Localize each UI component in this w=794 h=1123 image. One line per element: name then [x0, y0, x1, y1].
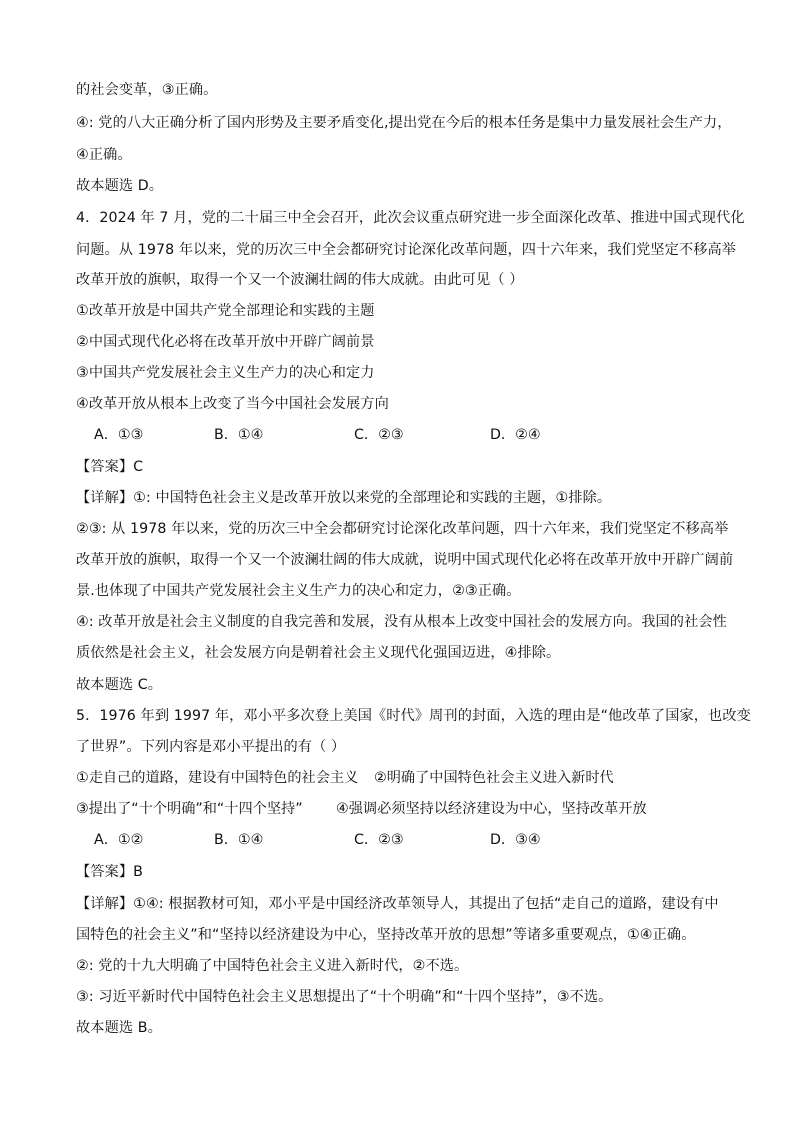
- text-line: ④正确。: [76, 147, 132, 163]
- question-4-stem: 4．2024 年 7 月，党的二十届三中全会召开，此次会议重点研究进一步全面深化改革、推进中国式现代化: [76, 210, 745, 226]
- q5-detail: ②: 党的十九大明确了中国特色社会主义进入新时代，②不选。: [76, 958, 469, 974]
- q4-conclusion: 故本题选 C。: [76, 677, 163, 693]
- q4-item: ④改革开放从根本上改变了当今中国社会发展方向: [76, 396, 389, 412]
- q4-item: ①改革开放是中国共产党全部理论和实践的主题: [76, 303, 375, 319]
- q5-option-a: A．①②: [94, 832, 144, 848]
- text-line: 的社会变革，③正确。: [76, 82, 218, 98]
- q4-detail: 【详解】①: 中国特色社会主义是改革开放以来党的全部理论和实践的主题，①排除。: [76, 490, 612, 506]
- q4-detail: ②③: 从 1978 年以来，党的历次三中全会都研究讨论深化改革问题，四十六年来，我们党坚定不移高举: [76, 521, 729, 537]
- q4-detail: 景.也体现了中国共产党发展社会主义生产力的决心和定力，②③正确。: [76, 583, 521, 599]
- q5-detail: 国特色的社会主义”和“坚持以经济建设为中心，坚持改革开放的思想”等诸多重要观点，①④正确。: [76, 927, 696, 943]
- q4-detail: ④: 改革开放是社会主义制度的自我完善和发展，没有从根本上改变中国社会的发展方向。我国的社会性: [76, 614, 727, 630]
- text-line: 改革开放的旗帜，取得一个又一个波澜壮阔的伟大成就。由此可见（ ）: [76, 272, 524, 288]
- q5-option-d: D．③④: [490, 832, 541, 848]
- q4-detail: 改革开放的旗帜，取得一个又一个波澜壮阔的伟大成就，说明中国式现代化必将在改革开放中开辟广阔前: [76, 552, 734, 568]
- q5-answer: 【答案】B: [76, 864, 143, 880]
- q5-detail: 【详解】①④: 根据教材可知，邓小平是中国经济改革领导人，其提出了包括“走自己的道路，建设有中: [76, 896, 719, 912]
- q5-option-c: C．②③: [354, 832, 404, 848]
- text-line: 故本题选 D。: [76, 178, 164, 194]
- text-line: 问题。从 1978 年以来，党的历次三中全会都研究讨论深化改革问题，四十六年来，我们党坚定不移高举: [76, 242, 737, 258]
- q4-answer: 【答案】C: [76, 459, 144, 475]
- q4-detail: 质依然是社会主义，社会发展方向是朝着社会主义现代化强国迈进，④排除。: [76, 645, 561, 661]
- q4-option-d: D．②④: [490, 427, 541, 443]
- q5-item: ②明确了中国特色社会主义进入新时代: [374, 770, 614, 786]
- q4-option-c: C．②③: [354, 427, 404, 443]
- q5-item: ③提出了“十个明确”和“十四个坚持”: [76, 801, 303, 817]
- q4-option-a: A．①③: [94, 427, 144, 443]
- text-line: ④: 党的八大正确分析了国内形势及主要矛盾变化,提出党在今后的根本任务是集中力量发展社会生产力，: [76, 115, 732, 131]
- q5-detail: ③: 习近平新时代中国特色社会主义思想提出了“十个明确”和“十四个坚持”，③不选。: [76, 989, 613, 1005]
- text-line: 了世界”。下列内容是邓小平提出的有（ ）: [76, 739, 346, 755]
- q5-item: ①走自己的道路，建设有中国特色的社会主义: [76, 770, 359, 786]
- q4-option-b: B．①④: [214, 427, 264, 443]
- q5-conclusion: 故本题选 B。: [76, 1020, 162, 1036]
- question-5-stem: 5．1976 年到 1997 年，邓小平多次登上美国《时代》周刊的封面，入选的理由是“他改革了国家，也改变: [76, 708, 751, 724]
- q5-item: ④强调必须坚持以经济建设为中心，坚持改革开放: [336, 801, 647, 817]
- q5-option-b: B．①④: [214, 832, 264, 848]
- q4-item: ③中国共产党发展社会主义生产力的决心和定力: [76, 365, 375, 381]
- q4-item: ②中国式现代化必将在改革开放中开辟广阔前景: [76, 334, 375, 350]
